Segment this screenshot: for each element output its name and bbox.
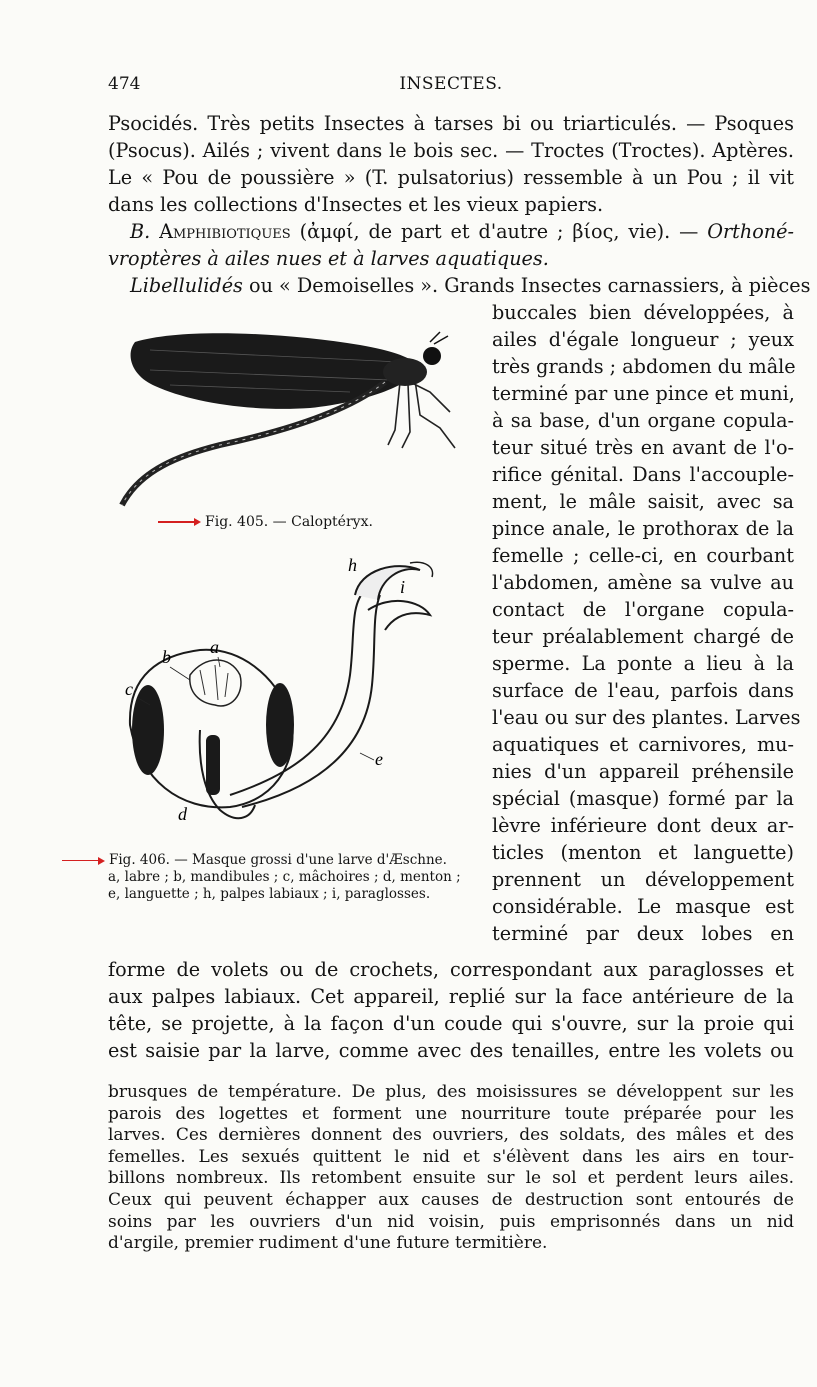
- text-line: brusques de température. De plus, des moisissures se développent sur les: [108, 1082, 794, 1102]
- text-line: forme de volets ou de crochets, correspondant aux paraglosses et: [108, 958, 794, 981]
- text-line: aux palpes labiaux. Cet appareil, replié sur la face antérieure de la: [108, 985, 794, 1008]
- label-c: c: [125, 679, 133, 699]
- label-a: a: [210, 637, 219, 657]
- text-line: terminé par une pince et muni,: [492, 382, 795, 405]
- text-line: teur préalablement chargé de: [492, 625, 794, 648]
- text-line: Psocidés. Très petits Insectes à tarses bi ou triarticulés. — Psoques: [108, 112, 794, 135]
- text-line: billons nombreux. Ils retombent ensuite sur le sol et perdent leurs ailes.: [108, 1168, 794, 1189]
- text-line: tête, se projette, à la façon d'un coude qui s'ouvre, sur la proie qui: [108, 1012, 794, 1035]
- text-line: lèvre inférieure dont deux ar-: [492, 814, 794, 837]
- annotation-arrow: [62, 860, 98, 862]
- figure-405-calopteryx: [110, 320, 470, 510]
- annotation-arrow-head: [194, 518, 201, 526]
- libellulides-desc: ou « Demoiselles ». Grands Insectes carnassiers, à pièces: [249, 274, 811, 297]
- text-line: contact de l'organe copula-: [492, 598, 794, 621]
- text-line: d'argile, premier rudiment d'une future termitière.: [108, 1233, 548, 1254]
- caption-title: Fig. 406. — Masque grossi d'une larve d'Æschne.: [109, 852, 447, 868]
- section-b-line: [108, 218, 794, 245]
- text-line: ticles (menton et languette): [492, 841, 794, 864]
- text-line: l'eau ou sur des plantes. Larves: [492, 706, 801, 729]
- figure-406-caption: [62, 852, 476, 903]
- text-line: surface de l'eau, parfois dans: [492, 679, 794, 702]
- text-line: nies d'un appareil préhensile: [492, 760, 794, 783]
- text-line: larves. Ces dernières donnent des ouvriers, des soldats, des mâles et des: [108, 1125, 794, 1146]
- text-line: considérable. Le masque est: [492, 895, 794, 918]
- text-line: dans les collections d'Insectes et les vieux papiers.: [108, 193, 604, 216]
- figure-405-caption: [158, 514, 373, 530]
- caption-text: Fig. 405. — Caloptéryx.: [205, 514, 373, 530]
- text-line: pince anale, le prothorax de la: [492, 517, 794, 540]
- section-b-label: B.: [130, 220, 151, 243]
- text-line: terminé par deux lobes en: [492, 922, 794, 945]
- page-header: [108, 74, 794, 100]
- text-line: spécial (masque) formé par la: [492, 787, 794, 810]
- section-b-subtitle: Orthoné-: [707, 220, 794, 243]
- text-line: à sa base, d'un organe copula-: [492, 409, 794, 432]
- right-column-text: [492, 299, 801, 947]
- text-line: l'abdomen, amène sa vulve au: [492, 571, 794, 594]
- caption-legend: a, labre ; b, mandibules ; c, mâchoires ; d, menton ; e, languette ; h, palpes labiaux ; i, paraglosses.: [108, 869, 461, 902]
- text-line: buccales bien développées, à: [492, 301, 794, 324]
- continuation-text: [108, 956, 794, 1064]
- section-b-subtitle-cont: vroptères à ailes nues et à larves aquatiques.: [108, 247, 549, 270]
- text-line: rifice génital. Dans l'accouple-: [492, 463, 794, 486]
- text-line: prennent un développement: [492, 868, 794, 891]
- text-line: est saisie par la larve, comme avec des tenailles, entre les volets ou: [108, 1039, 794, 1062]
- text-line: sperme. La ponte a lieu à la: [492, 652, 794, 675]
- text-line: Le « Pou de poussière » (T. pulsatorius) ressemble à un Pou ; il vit: [108, 166, 794, 189]
- text-line: femelle ; celle-ci, en courbant: [492, 544, 794, 567]
- text-line: soins par les ouvriers d'un nid voisin, puis emprisonnés dans un nid: [108, 1211, 794, 1232]
- text-line: teur situé très en avant de l'o-: [492, 436, 794, 459]
- text-line: Ceux qui peuvent échapper aux causes de destruction sont entourés de: [108, 1189, 794, 1210]
- annotation-arrow-head: [98, 857, 105, 865]
- page-number: 474: [108, 74, 141, 94]
- label-e: e: [375, 749, 383, 769]
- figure-406-aeschna-mask: [110, 555, 480, 850]
- running-head: INSECTES.: [399, 74, 503, 94]
- label-h: h: [348, 555, 357, 575]
- text-line: ment, le mâle saisit, avec sa: [492, 490, 794, 513]
- text-line: femelles. Les sexués quittent le nid et s'élèvent dans les airs en tour-: [108, 1146, 794, 1167]
- annotation-arrow: [158, 521, 194, 523]
- section-b-title: Amphibiotiques: [159, 220, 291, 243]
- label-d: d: [178, 804, 187, 824]
- paragraph-psocides: [108, 110, 811, 299]
- libellulides-name: Libellulidés: [130, 274, 243, 297]
- text-line: (Psocus). Ailés ; vivent dans le bois sec. — Troctes (Troctes). Aptères.: [108, 139, 794, 162]
- label-b: b: [162, 647, 171, 667]
- text-line: très grands ; abdomen du mâle: [492, 355, 796, 378]
- paragraph-termites: [108, 1082, 794, 1255]
- text-line: ailes d'égale longueur ; yeux: [492, 328, 794, 351]
- text-line: aquatiques et carnivores, mu-: [492, 733, 794, 756]
- libellulides-line: [108, 272, 811, 299]
- section-b-etymology: (ἀμφί, de part et d'autre ; βίος, vie). —: [299, 220, 699, 243]
- label-i: i: [400, 577, 406, 597]
- text-line: parois des logettes et forment une nourriture toute préparée pour les: [108, 1103, 794, 1124]
